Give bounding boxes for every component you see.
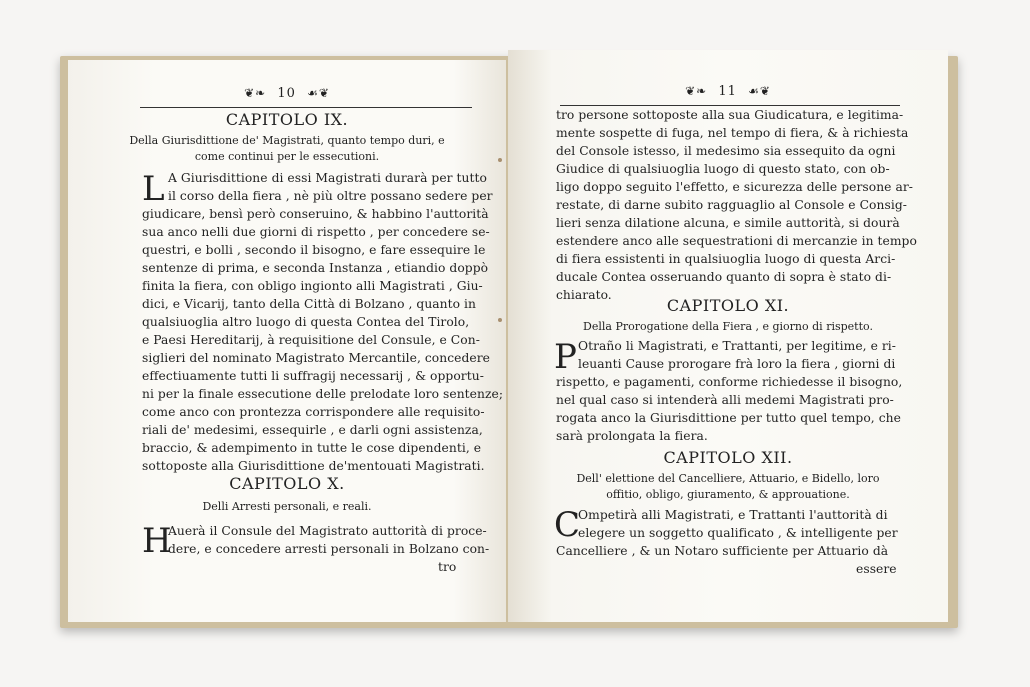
text-line: elegere un soggetto qualificato , & intelligente per bbox=[578, 526, 898, 540]
chapter-subtitle: Dell' elettione del Cancelliere, Attuario, e Bidello, loro bbox=[576, 472, 880, 485]
text-line: Auerà il Consule del Magistrato auttorità di proce- bbox=[168, 524, 487, 538]
chapter-subtitle: Della Giurisdittione de' Magistrati, quanto tempo duri, e bbox=[129, 134, 445, 147]
open-book bbox=[60, 46, 960, 630]
text-line: lieri senza dilatione alcuna, e simile auttorità, si dourà bbox=[556, 216, 900, 230]
binding-stitch bbox=[498, 158, 502, 162]
text-line: nel qual caso si intenderà alli medemi Magistrati pro- bbox=[556, 393, 894, 407]
text-line: giudicare, bensì però conseruino, & habbino l'auttorità bbox=[142, 207, 489, 221]
chapter-subtitle: offitio, obligo, giuramento, & approuatione. bbox=[606, 488, 850, 501]
catchword: tro bbox=[438, 560, 457, 574]
text-line: il corso della fiera , nè più oltre possano sedere per bbox=[168, 189, 493, 203]
drop-cap: L bbox=[142, 169, 165, 209]
text-line: riali de' medesimi, essequirle , e darli ogni assistenza, bbox=[142, 423, 483, 437]
ornament-icon: ❦❧ bbox=[244, 86, 267, 100]
text-line: rogata anco la Giurisdittione per tutto quel tempo, che bbox=[556, 411, 901, 425]
header-rule bbox=[140, 107, 472, 108]
text-line: come anco con prontezza corrispondere alle requisito- bbox=[142, 405, 485, 419]
text-line: Otraño li Magistrati, e Trattanti, per legitime, e ri- bbox=[578, 339, 896, 353]
text-line: sua anco nelli due giorni di rispetto , per concedere se- bbox=[142, 225, 490, 239]
binding-stitch bbox=[498, 318, 502, 322]
text-line: questri, e bolli , secondo il bisogno, e fare essequire le bbox=[142, 243, 486, 257]
chapter-subtitle: Delli Arresti personali, e reali. bbox=[202, 500, 372, 513]
chapter-title: CAPITOLO X. bbox=[229, 474, 345, 493]
right-page-header bbox=[508, 84, 948, 99]
page-number: 11 bbox=[718, 84, 737, 99]
text-line: Cancelliere , & un Notaro sufficiente per Attuario dà bbox=[556, 544, 889, 558]
text-line: braccio, & adempimento in tutte le cose dipendenti, e bbox=[142, 441, 482, 455]
drop-cap: C bbox=[554, 505, 581, 545]
ornament-icon: ☙❦ bbox=[748, 84, 771, 98]
text-line: ni per la finale essecutione delle prelodate loro sentenze; bbox=[142, 387, 504, 401]
text-line: dici, e Vicarij, tanto della Città di Bolzano , quanto in bbox=[142, 297, 476, 311]
left-page-header bbox=[68, 86, 506, 101]
text-line: estendere anco alle sequestrationi di mercanzie in tempo bbox=[556, 234, 917, 248]
text-line: e Paesi Hereditarij, à requisitione del Consule, e Con- bbox=[142, 333, 480, 347]
text-line: rispetto, e pagamenti, conforme richiedesse il bisogno, bbox=[556, 375, 903, 389]
chapter-title: CAPITOLO XII. bbox=[663, 448, 793, 467]
text-line: Giudice di qualsiuoglia luogo di questo stato, con ob- bbox=[556, 162, 890, 176]
text-line: del Console istesso, il medesimo sia essequito da ogni bbox=[556, 144, 896, 158]
ornament-icon: ❦❧ bbox=[685, 84, 708, 98]
catchword: essere bbox=[856, 562, 897, 576]
text-line: mente sospette di fuga, nel tempo di fiera, & à richiesta bbox=[556, 126, 909, 140]
ornament-icon: ☙❦ bbox=[307, 86, 330, 100]
text-line: Ompetirà alli Magistrati, e Trattanti l'auttorità di bbox=[578, 508, 888, 522]
chapter-title: CAPITOLO XI. bbox=[666, 296, 790, 315]
text-line: sottoposte alla Giurisdittione de'mentouati Magistrati. bbox=[142, 459, 485, 473]
text-line: sarà prolongata la fiera. bbox=[556, 429, 708, 443]
text-line: chiarato. bbox=[556, 288, 612, 302]
drop-cap: P bbox=[554, 337, 577, 377]
text-line: ligo doppo seguito l'effetto, e sicurezza delle persone ar- bbox=[556, 180, 913, 194]
text-line: effectiuamente tutti li suffragij necessarij , & opportu- bbox=[142, 369, 484, 383]
text-line: leuanti Cause prorogare frà loro la fiera , giorni di bbox=[578, 357, 896, 371]
text-line: ducale Contea osseruando quanto di sopra è stato di- bbox=[556, 270, 892, 284]
page-number: 10 bbox=[277, 86, 296, 101]
text-line: A Giurisdittione di essi Magistrati durarà per tutto bbox=[168, 171, 487, 185]
drop-cap: H bbox=[142, 521, 172, 561]
text-line: dere, e concedere arresti personali in Bolzano con- bbox=[168, 542, 490, 556]
text-line: di fiera essistenti in qualsiuoglia luogo di questa Arci- bbox=[556, 252, 896, 266]
text-line: sentenze di prima, e seconda Instanza , etiandio doppò bbox=[142, 261, 489, 275]
chapter-subtitle: come continui per le essecutioni. bbox=[194, 150, 380, 163]
text-line: restate, di darne subito ragguaglio al Console e Consig- bbox=[556, 198, 907, 212]
chapter-subtitle: Della Prorogatione della Fiera , e giorno di rispetto. bbox=[583, 320, 873, 333]
left-page bbox=[68, 60, 506, 622]
text-line: siglieri del nominato Magistrato Mercantile, concedere bbox=[142, 351, 490, 365]
text-line: finita la fiera, con obligo ingionto alli Magistrati , Giu- bbox=[142, 279, 483, 293]
chapter-title: CAPITOLO IX. bbox=[225, 110, 349, 129]
right-page bbox=[508, 50, 948, 622]
text-line: qualsiuoglia altro luogo di questa Contea del Tirolo, bbox=[142, 315, 470, 329]
text-line: tro persone sottoposte alla sua Giudicatura, e legitima- bbox=[556, 108, 904, 122]
